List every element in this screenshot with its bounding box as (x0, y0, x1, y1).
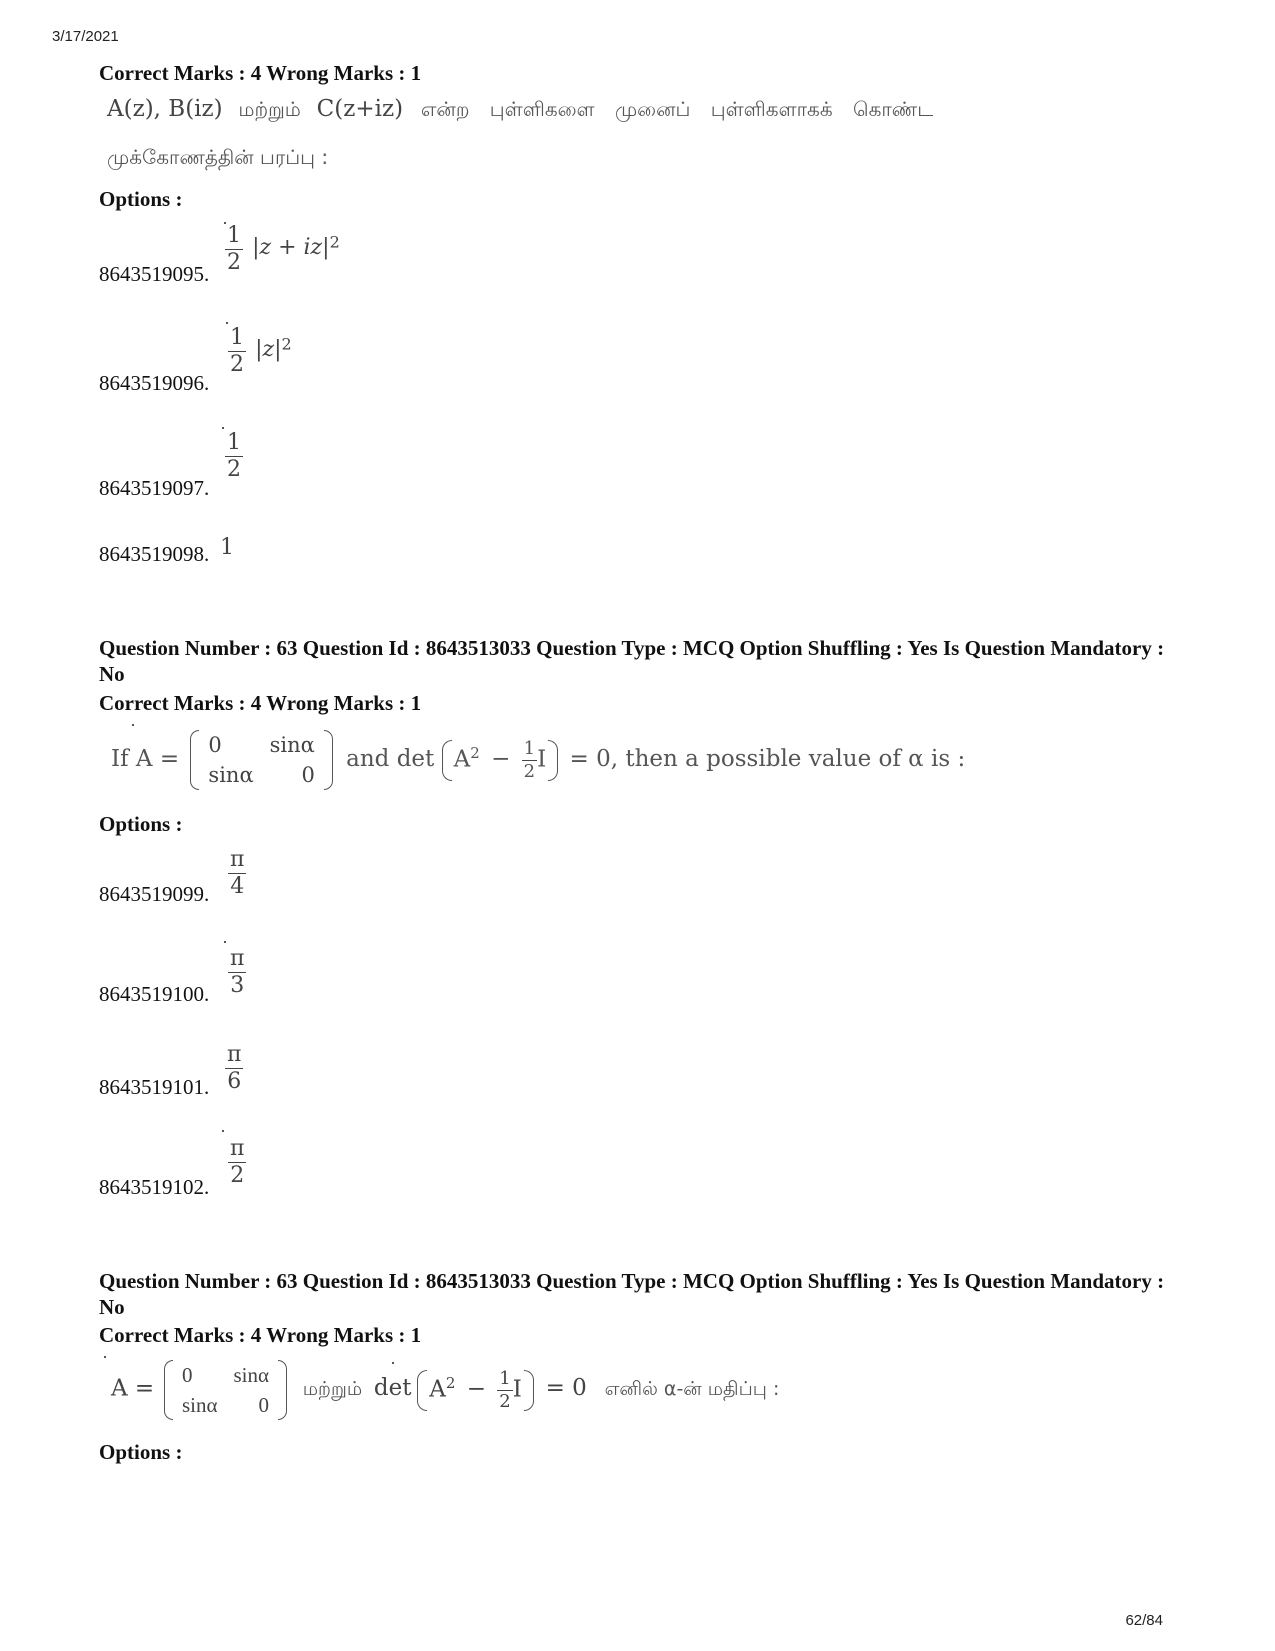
marks-line-2: Correct Marks : 4 Wrong Marks : 1 (99, 691, 422, 715)
question-3-det: det (373, 1375, 412, 1402)
question-2-text (111, 730, 965, 790)
question-3-and: மற்றும் (302, 1378, 363, 1401)
question-header-3: Question Number : 63 Question Id : 8643513033 Question Type : MCQ Option Shuffling : Yes Is Question Mandatory : No (99, 1269, 1165, 1319)
option-value: $\frac{1}{2}$ $|z + iz|^2$ (227, 223, 340, 275)
page-number: 62/84 (1125, 1612, 1163, 1629)
matrix-a: 0 sinα sinα 0 (190, 730, 332, 790)
marks-line-3: Correct Marks : 4 Wrong Marks : 1 (99, 1323, 422, 1347)
question-2-and-det: and det (346, 746, 435, 772)
option-id: 8643519102. (99, 1175, 210, 1199)
question-2-tail: = 0, then a possible value of α is : (569, 746, 966, 772)
question-3-eq: = 0 (545, 1375, 587, 1402)
marks-line-1: Correct Marks : 4 Wrong Marks : 1 (99, 61, 422, 85)
question-1-points-ab: A(z), B(iz) (107, 96, 223, 122)
option-value: $\frac{1}{2}$ $|z|^2$ (230, 325, 292, 377)
option-id: 8643519098. (99, 542, 210, 566)
question-2-if: If A = (111, 746, 180, 772)
question-3-tail: எனில் α-ன் மதிப்பு : (604, 1378, 780, 1401)
matrix-a: 0 sinα sinα 0 (164, 1360, 287, 1420)
options-label-1: Options : (99, 187, 183, 211)
option-id: 8643519100. (99, 982, 210, 1006)
option-id: 8643519099. (99, 882, 210, 906)
question-header-2: Question Number : 63 Question Id : 8643513033 Question Type : MCQ Option Shuffling : Yes Is Question Mandatory : No (99, 636, 1165, 686)
print-date: 3/17/2021 (52, 28, 119, 45)
option-value: $\frac{\pi}{4}$ (230, 847, 245, 899)
question-1-point-c: C(z+iz) (316, 96, 404, 122)
question-1-line-2: முக்கோணத்தின் பரப்பு : (107, 145, 329, 169)
option-id: 8643519096. (99, 371, 210, 395)
option-id: 8643519097. (99, 476, 210, 500)
option-id: 8643519101. (99, 1075, 210, 1099)
options-label-3: Options : (99, 1440, 183, 1464)
question-1-tamil-text: என்ற புள்ளிகளை முனைப் புள்ளிகளாகக் கொண்ட (420, 97, 934, 121)
option-value: 1 (220, 535, 234, 560)
question-1-and: மற்றும் (238, 97, 301, 121)
det-expression: $A^2$ − $\frac{1}{2}$ I (417, 1370, 534, 1411)
question-1-line-1 (107, 96, 933, 124)
option-value: $\frac{\pi}{3}$ (230, 946, 245, 998)
option-value: $\frac{\pi}{6}$ (227, 1042, 242, 1094)
option-value: $\frac{\pi}{2}$ (230, 1136, 245, 1188)
det-expression: $A^2$ − $\frac{1}{2}$ I (442, 740, 559, 781)
options-label-2: Options : (99, 812, 183, 836)
question-3-text (111, 1360, 779, 1420)
option-id: 8643519095. (99, 262, 210, 286)
question-3-a: A = (111, 1375, 155, 1402)
option-value: $\frac{1}{2}$ (227, 430, 241, 482)
